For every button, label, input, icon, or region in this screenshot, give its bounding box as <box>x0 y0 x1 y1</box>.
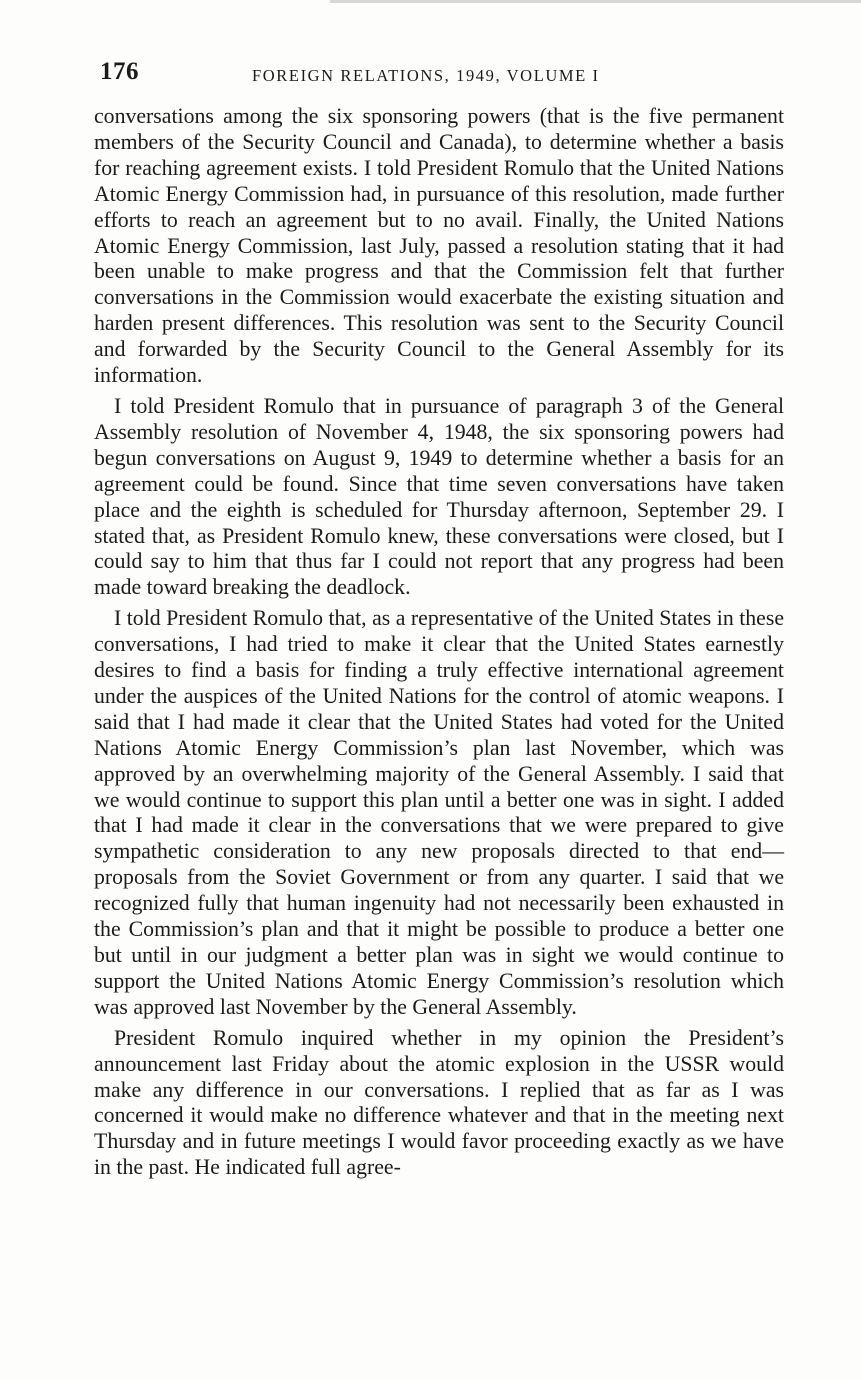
paragraph: President Romulo inquired whether in my opinion the President’s announcement last Friday about the atomic explosion in the USSR would make any difference in our conversations. I replied that as far as I was concerned it would make no difference whatever and that in the meeting next Thursday and in future meetings I would favor proceeding exactly as we have in the past. He indicated full agree- <box>94 1025 784 1180</box>
page-number: 176 <box>100 58 139 85</box>
top-edge-rule <box>330 0 861 3</box>
paragraph: I told President Romulo that in pursuance of paragraph 3 of the General Assembly resolution of November 4, 1948, the six sponsoring powers had begun conversations on August 9, 1949 to determine whether a basis for an agreement could be found. Since that time seven conversations have taken place and the eighth is scheduled for Thursday afternoon, September 29. I stated that, as President Romulo knew, these conversations were closed, but I could say to him that thus far I could not report that any progress had been made toward breaking the deadlock. <box>94 393 784 600</box>
paragraph: I told President Romulo that, as a representative of the United States in these conversations, I had tried to make it clear that the United States earnestly desires to find a basis for finding a truly effective international agreement under the auspices of the United Nations for the control of atomic weapons. I said that I had made it clear that the United States had voted for the United Nations Atomic Energy Commission’s plan last November, which was approved by an overwhelming majority of the General Assembly. I said that we would continue to support this plan until a better one was in sight. I added that I had made it clear in the conversations that we were prepared to give sympathetic consideration to any new proposals directed to that end—proposals from the Soviet Government or from any quarter. I said that we recognized fully that human ingenuity had not necessarily been exhausted in the Commission’s plan and that it might be possible to produce a better one but until in our judgment a better plan was in sight we would continue to support the United Nations Atomic Energy Commission’s resolution which was approved last November by the General Assembly. <box>94 606 784 1019</box>
running-head: FOREIGN RELATIONS, 1949, VOLUME I <box>252 66 600 85</box>
page-header <box>100 58 790 94</box>
paragraph-continued: conversations among the six sponsoring powers (that is the five permanent members of the Security Council and Canada), to determine whether a basis for reaching agreement exists. I told President Romulo that the United Nations Atomic Energy Commission had, in pursuance of this resolution, made further efforts to reach an agreement but to no avail. Finally, the United Nations Atomic Energy Commission, last July, passed a resolution stating that it had been unable to make progress and that the Commission felt that further conversations in the Commission would exacerbate the existing situation and harden present differences. This resolution was sent to the Security Council and forwarded by the Security Council to the General Assembly for its information. <box>94 104 784 388</box>
body-text <box>94 104 784 1186</box>
